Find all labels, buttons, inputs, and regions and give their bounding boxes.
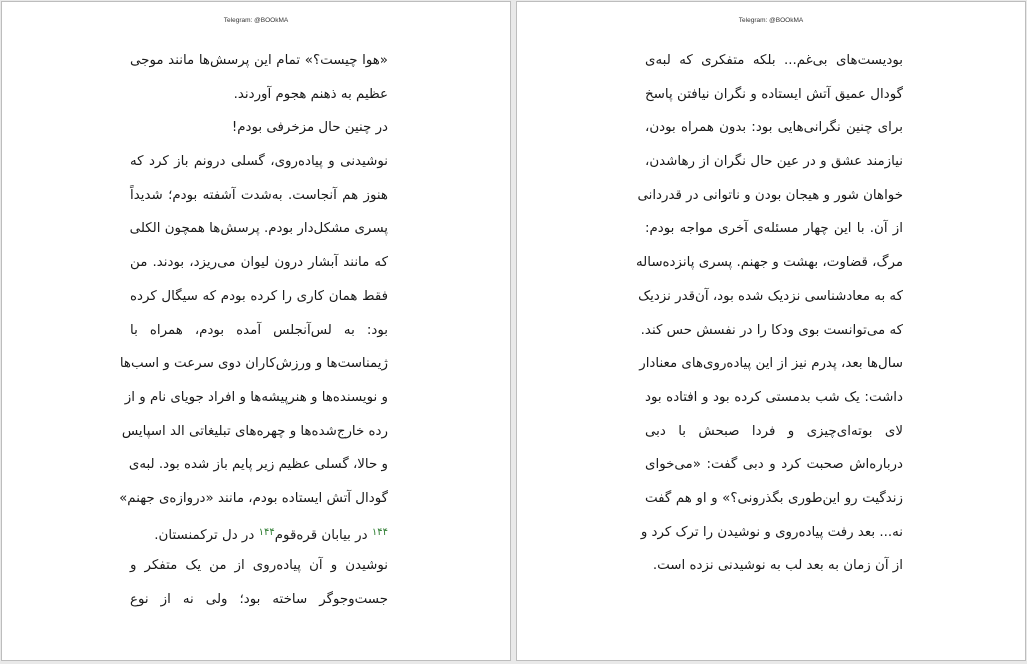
text-line: فقط همان کاری را کرده بودم که سیگال کرده <box>130 288 388 304</box>
text-segment: در بیابان قره‌قوم <box>274 527 368 543</box>
text-line: بود: به لس‌آنجلس آمده بودم، همراه با <box>130 322 388 338</box>
text-line: گودال آتش ایستاده بودم، مانند «دروازه‌ی جهنم» <box>119 490 388 506</box>
text-line: در چنین حال مزخرفی بودم! <box>231 120 388 136</box>
text-line: که می‌توانست بوی ودکا را در نفسش حس کند. <box>640 322 903 338</box>
text-line: لای بوته‌ای‌چیزی و فردا صبحش با دبی <box>645 423 903 439</box>
text-line: داشت: یک شب بدمستی کرده بود و افتاده بود <box>645 389 903 405</box>
text-line: جست‌وجوگر ساخته بود؛ ولی نه از نوع <box>130 592 388 607</box>
text-line: ژیمناست‌ها و ورزش‌کاران دوی سرعت و اسب‌ها <box>119 356 388 372</box>
page-header: Telegram: @BOOkMA <box>223 17 289 24</box>
text-line: و نویسنده‌ها و هنرپیشه‌ها و افراد جویای نام و از <box>124 389 388 405</box>
text-line: پسری مشکل‌دار بودم. پرسش‌ها همچون الکلی <box>129 221 388 237</box>
footnote-text-line <box>130 516 388 550</box>
text-line: نیازمند عشق و در عین حال نگران از رهاشدن، <box>645 154 903 170</box>
text-line: «هوا چیست؟» تمام این پرسش‌ها مانند موجی <box>130 53 388 68</box>
text-line: از آن زمان به بعد لب به نوشیدنی نزده است. <box>652 558 903 574</box>
text-line: سال‌ها بعد، پدرم نیز از این پیاده‌روی‌های معنادار <box>639 356 903 372</box>
text-line: از آن. با این چهار مسئله‌ی آخری مواجه بودم: <box>645 221 903 237</box>
text-line: خواهان شور و هیجان بودن و ناتوانی در قدردانی <box>637 187 903 203</box>
text-line: درباره‌اش صحبت کرد و دبی گفت: «می‌خوای <box>645 457 903 473</box>
right-page <box>516 1 1026 661</box>
text-line: که مانند آبشار درون لیوان می‌ریزد، بودند. من <box>130 255 388 271</box>
page-header: Telegram: @BOOkMA <box>738 17 804 24</box>
text-line: که به معادشناسی نزدیک شده بود، آن‌قدر نزدیک <box>638 288 903 304</box>
text-line: بودیست‌های بی‌غم... بلکه متفکری که لبه‌ی <box>645 53 903 68</box>
text-line: هنوز هم آنجاست. به‌شدت آشفته بودم؛ شدیداً <box>130 187 388 203</box>
text-line: گودال عمیق آتش ایستاده و نگران نیافتن پاسخ <box>645 86 903 102</box>
text-segment: در دل ترکمنستان. <box>154 527 255 543</box>
text-line: برای چنین نگرانی‌هایی بود: بدون همراه بودن، <box>645 120 903 136</box>
text-line: نه... بعد رفت پیاده‌روی و نوشیدن را ترک کرد و <box>640 524 903 540</box>
footnote-ref-link[interactable]: ۱۴۴ <box>258 526 275 538</box>
page-body <box>635 44 903 583</box>
text-line: زندگیت رو این‌طوری بگذرونی؟» و او هم گفت <box>645 490 903 506</box>
text-line: عظیم به ذهنم هجوم آوردند. <box>233 86 388 102</box>
text-line: و حالا، گسلی عظیم زیر پایم باز شده بود. لبه‌ی <box>128 457 388 473</box>
page-body <box>119 44 388 617</box>
left-page <box>1 1 511 661</box>
text-line: رده خارج‌شده‌ها و چهره‌های تبلیغاتی الد اسپایس <box>121 423 388 439</box>
footnote-ref-link[interactable]: ۱۴۴ <box>371 526 388 538</box>
text-line: مرگ، قضاوت، بهشت و جهنم. پسری پانزده‌ساله <box>635 255 903 271</box>
text-line: نوشیدنی و پیاده‌روی، گسلی درونم باز کرد که <box>130 154 388 170</box>
text-line: نوشیدن و آن پیاده‌روی از من یک متفکر و <box>130 558 388 574</box>
